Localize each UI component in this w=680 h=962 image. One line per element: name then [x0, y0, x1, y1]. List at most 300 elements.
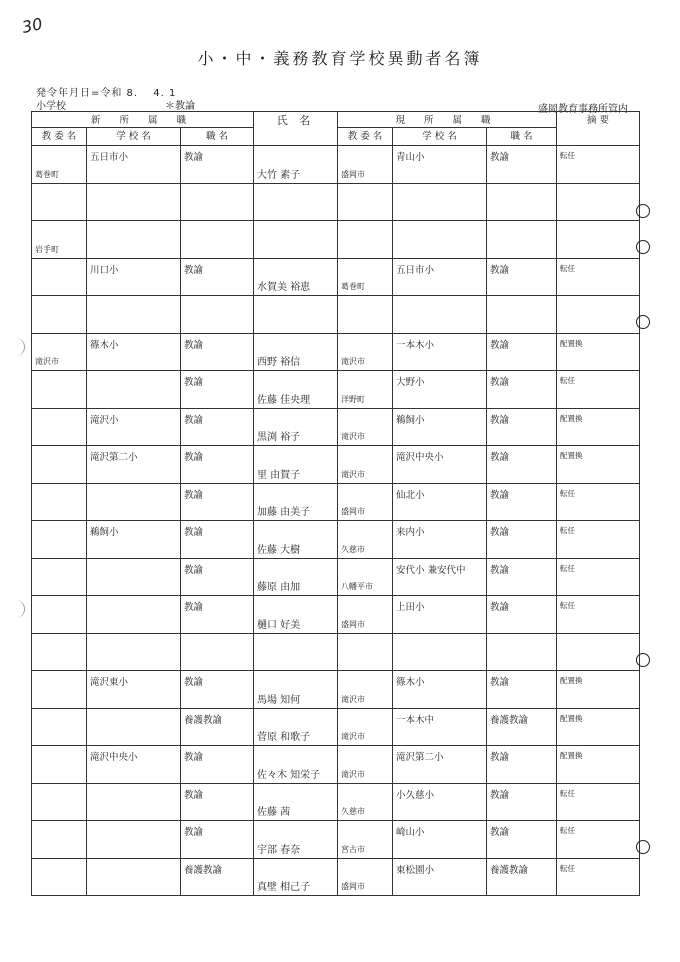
current-position-text: 教諭: [490, 414, 510, 426]
name-cell: [254, 258, 338, 296]
current-board-cell: [338, 371, 393, 409]
current-board-text: 盛岡市: [341, 169, 365, 179]
current-board-text: 盛岡市: [341, 882, 365, 891]
current-position-text: 教諭: [490, 564, 510, 576]
new-position-cell: [181, 558, 254, 596]
new-position-text: 教諭: [184, 827, 204, 838]
current-position-cell: [487, 146, 557, 184]
current-board-cell: [338, 708, 393, 746]
current-board-text: 久慈市: [341, 807, 365, 816]
new-school-cell: [87, 708, 181, 746]
table-row: [32, 446, 640, 484]
new-school-text: 滝沢中央小: [90, 752, 138, 763]
summary-text: 転任: [560, 826, 575, 835]
current-board-text: 滝沢市: [341, 769, 365, 779]
current-school-text: 鵜飼小: [396, 414, 425, 426]
name-text: 菅原 和歌子: [257, 732, 311, 743]
new-board-header: 教 委 名: [32, 128, 87, 146]
new-school-cell: [87, 258, 181, 296]
current-school-cell: [393, 446, 487, 484]
handwritten-page-number: 30: [20, 14, 45, 37]
name-text: 水賀美 裕恵: [257, 282, 311, 293]
new-school-cell: [87, 596, 181, 634]
current-school-text: 滝沢第二小: [396, 752, 444, 763]
new-board-cell: [32, 821, 87, 859]
new-position-cell: [181, 821, 254, 859]
name-cell: [254, 708, 338, 746]
new-school-cell: [87, 558, 181, 596]
current-board-cell: [338, 558, 393, 596]
current-board-text: 滝沢市: [341, 694, 365, 704]
name-cell: [254, 746, 338, 784]
new-school-cell: [87, 821, 181, 859]
current-position-cell: [487, 858, 557, 896]
new-school-text: 滝沢東小: [90, 677, 129, 688]
new-position-cell: [181, 183, 254, 221]
punch-hole-mark: [14, 600, 25, 618]
current-board-cell: [338, 446, 393, 484]
current-position-cell: [487, 258, 557, 296]
new-board-cell: [32, 521, 87, 559]
summary-cell: [557, 146, 640, 184]
current-position-text: 教諭: [490, 602, 510, 613]
summary-text: 配置換: [560, 451, 583, 460]
new-school-cell: [87, 521, 181, 559]
current-position-header: 職 名: [487, 128, 557, 146]
margin-circle-mark: [636, 240, 650, 254]
new-school-text: 滝沢小: [90, 414, 119, 426]
current-board-text: 久慈市: [341, 544, 365, 554]
new-position-text: 教諭: [184, 677, 204, 688]
new-school-text: 篠木小: [90, 339, 119, 351]
new-position-text: 教諭: [184, 377, 204, 388]
name-text: 宇部 春奈: [257, 844, 301, 856]
current-school-header: 学 校 名: [393, 128, 487, 146]
order-date: 発令年月日=令和 8. 4. 1: [36, 88, 177, 99]
table-row: [32, 333, 640, 371]
new-board-cell: [32, 671, 87, 709]
name-cell: [254, 558, 338, 596]
new-board-cell: [32, 483, 87, 521]
summary-text: 配置換: [560, 413, 583, 423]
summary-text: 配置換: [560, 751, 583, 760]
current-position-text: 教諭: [490, 677, 510, 688]
new-position-cell: [181, 596, 254, 634]
name-text: 樋口 好美: [257, 619, 301, 631]
new-position-text: 養護教諭: [184, 864, 223, 876]
summary-cell: [557, 783, 640, 821]
current-position-text: 教諭: [490, 264, 510, 276]
new-position-text: 教諭: [184, 489, 204, 501]
current-board-text: 滝沢市: [341, 432, 365, 441]
summary-text: 転任: [560, 863, 575, 873]
name-text: 佐藤 大樹: [257, 544, 301, 556]
new-board-text: 葛巻町: [35, 169, 59, 179]
summary-text: 転任: [560, 151, 575, 160]
current-board-text: 盛岡市: [341, 619, 365, 629]
name-cell: [254, 296, 338, 334]
current-board-cell: [338, 408, 393, 446]
new-school-cell: [87, 858, 181, 896]
current-board-cell: [338, 333, 393, 371]
new-position-text: 教諭: [184, 152, 204, 163]
summary-text: 配置換: [560, 338, 583, 348]
new-board-text: 岩手町: [35, 244, 59, 254]
current-school-cell: [393, 746, 487, 784]
current-position-text: 教諭: [490, 527, 510, 538]
summary-cell: [557, 558, 640, 596]
current-board-cell: [338, 858, 393, 896]
new-position-text: 教諭: [184, 564, 204, 576]
current-board-text: 滝沢市: [341, 357, 365, 366]
current-school-cell: [393, 333, 487, 371]
new-board-cell: [32, 558, 87, 596]
name-text: 真壁 相己子: [257, 882, 311, 893]
current-school-cell: [393, 408, 487, 446]
name-text: 佐々木 知栄子: [257, 769, 321, 781]
current-board-cell: [338, 821, 393, 859]
new-board-text: 滝沢市: [35, 357, 59, 366]
new-school-cell: [87, 146, 181, 184]
name-cell: [254, 521, 338, 559]
new-board-cell: [32, 633, 87, 671]
name-text: 馬場 知何: [257, 694, 301, 706]
table-row: [32, 633, 640, 671]
district-label: 盛岡教育事務所管内: [538, 104, 628, 115]
summary-cell: [557, 633, 640, 671]
current-board-text: 滝沢市: [341, 732, 365, 741]
name-cell: [254, 821, 338, 859]
current-board-cell: [338, 221, 393, 259]
new-school-cell: [87, 783, 181, 821]
current-school-text: 大野小: [396, 377, 425, 388]
new-position-cell: [181, 146, 254, 184]
current-position-cell: [487, 596, 557, 634]
current-school-text: 安代小 兼安代中: [396, 564, 466, 576]
new-position-cell: [181, 746, 254, 784]
name-cell: [254, 596, 338, 634]
new-school-cell: [87, 483, 181, 521]
current-position-text: 教諭: [490, 339, 510, 351]
new-school-text: 川口小: [90, 264, 119, 276]
name-cell: [254, 333, 338, 371]
current-board-text: 滝沢市: [341, 469, 365, 479]
new-school-text: 鵜飼小: [90, 527, 119, 538]
current-school-text: 滝沢中央小: [396, 452, 444, 463]
summary-cell: [557, 333, 640, 371]
current-school-text: 一本木小: [396, 339, 435, 351]
name-cell: [254, 446, 338, 484]
margin-circle-mark: [636, 840, 650, 854]
new-board-cell: [32, 708, 87, 746]
new-school-text: 滝沢第二小: [90, 452, 138, 463]
current-board-cell: [338, 596, 393, 634]
name-text: 里 由賀子: [257, 469, 301, 481]
table-row: [32, 821, 640, 859]
current-position-cell: [487, 746, 557, 784]
name-text: 大竹 素子: [257, 169, 301, 181]
summary-cell: [557, 596, 640, 634]
current-school-cell: [393, 483, 487, 521]
summary-text: 転任: [560, 488, 575, 498]
margin-circle-mark: [636, 204, 650, 218]
summary-cell: [557, 408, 640, 446]
new-board-cell: [32, 146, 87, 184]
new-board-cell: [32, 746, 87, 784]
table-row: [32, 746, 640, 784]
current-school-cell: [393, 671, 487, 709]
new-position-cell: [181, 333, 254, 371]
current-affiliation-header: 現 所 属 職: [338, 112, 557, 128]
name-cell: [254, 221, 338, 259]
current-board-text: 宮古市: [341, 844, 365, 854]
new-school-cell: [87, 633, 181, 671]
name-cell: [254, 783, 338, 821]
current-board-cell: [338, 296, 393, 334]
new-position-cell: [181, 446, 254, 484]
new-board-cell: [32, 371, 87, 409]
table-row: [32, 521, 640, 559]
summary-cell: [557, 221, 640, 259]
current-position-text: 教諭: [490, 452, 510, 463]
table-row: [32, 596, 640, 634]
current-school-cell: [393, 146, 487, 184]
new-position-cell: [181, 483, 254, 521]
current-school-text: 五日市小: [396, 264, 435, 276]
new-position-text: 教諭: [184, 264, 204, 276]
table-row: [32, 671, 640, 709]
name-cell: [254, 183, 338, 221]
table-row: [32, 221, 640, 259]
current-board-text: 洋野町: [341, 394, 365, 404]
new-school-cell: [87, 408, 181, 446]
punch-hole-mark: [14, 338, 25, 356]
new-school-cell: [87, 746, 181, 784]
current-school-cell: [393, 633, 487, 671]
name-header: 氏 名: [254, 112, 338, 146]
current-board-cell: [338, 633, 393, 671]
new-board-cell: [32, 258, 87, 296]
new-position-text: 養護教諭: [184, 714, 223, 726]
current-position-cell: [487, 371, 557, 409]
current-school-cell: [393, 371, 487, 409]
new-board-cell: [32, 858, 87, 896]
summary-cell: [557, 183, 640, 221]
current-school-text: 篠木小: [396, 677, 425, 688]
name-cell: [254, 371, 338, 409]
current-position-text: 養護教諭: [490, 864, 529, 876]
summary-cell: [557, 858, 640, 896]
current-school-text: 一本木中: [396, 714, 435, 726]
current-position-cell: [487, 221, 557, 259]
current-position-cell: [487, 783, 557, 821]
new-school-cell: [87, 671, 181, 709]
table-row: [32, 783, 640, 821]
summary-cell: [557, 746, 640, 784]
current-school-text: 来内小: [396, 527, 425, 538]
current-position-cell: [487, 483, 557, 521]
current-position-cell: [487, 521, 557, 559]
current-board-cell: [338, 146, 393, 184]
current-position-cell: [487, 183, 557, 221]
summary-cell: [557, 521, 640, 559]
current-position-cell: [487, 708, 557, 746]
new-school-cell: [87, 333, 181, 371]
table-row: [32, 483, 640, 521]
new-school-header: 学 校 名: [87, 128, 181, 146]
name-cell: [254, 408, 338, 446]
current-board-cell: [338, 783, 393, 821]
current-position-cell: [487, 296, 557, 334]
current-position-cell: [487, 446, 557, 484]
current-school-cell: [393, 858, 487, 896]
new-school-text: 五日市小: [90, 152, 129, 163]
transfer-roster-table: [31, 111, 640, 896]
table-row: [32, 858, 640, 896]
current-position-text: 教諭: [490, 752, 510, 763]
new-board-cell: [32, 596, 87, 634]
current-board-cell: [338, 258, 393, 296]
current-board-cell: [338, 183, 393, 221]
school-type: 小学校: [36, 101, 66, 112]
name-cell: [254, 671, 338, 709]
summary-text: 配置換: [560, 713, 583, 723]
new-position-header: 職 名: [181, 128, 254, 146]
table-row: [32, 371, 640, 409]
subject-line: ＊教論: [165, 101, 195, 112]
new-position-cell: [181, 296, 254, 334]
current-school-cell: [393, 258, 487, 296]
table-row: [32, 558, 640, 596]
current-board-text: 八幡平市: [341, 582, 373, 591]
header-row-1: [32, 112, 640, 128]
new-position-text: 教諭: [184, 602, 204, 613]
summary-cell: [557, 821, 640, 859]
new-position-text: 教諭: [184, 414, 204, 426]
current-board-text: 盛岡市: [341, 507, 365, 516]
new-school-cell: [87, 446, 181, 484]
table-row: [32, 183, 640, 221]
table-row: [32, 146, 640, 184]
name-text: 加藤 由美子: [257, 507, 311, 518]
name-cell: [254, 146, 338, 184]
summary-header: 摘 要: [557, 112, 640, 146]
new-position-cell: [181, 671, 254, 709]
new-board-cell: [32, 333, 87, 371]
summary-cell: [557, 708, 640, 746]
current-school-text: 東松園小: [396, 864, 435, 876]
current-position-text: 教諭: [490, 489, 510, 501]
new-position-cell: [181, 258, 254, 296]
new-school-cell: [87, 296, 181, 334]
new-position-cell: [181, 371, 254, 409]
new-affiliation-header: 新 所 属 職: [32, 112, 254, 128]
name-text: 西野 裕信: [257, 357, 301, 368]
current-board-cell: [338, 746, 393, 784]
new-board-cell: [32, 221, 87, 259]
new-board-cell: [32, 296, 87, 334]
page-title: 小・中・義務教育学校異動者名簿: [197, 49, 483, 68]
margin-circle-mark: [636, 653, 650, 667]
summary-text: 転任: [560, 788, 575, 798]
summary-text: 転任: [560, 526, 575, 535]
current-school-text: 上田小: [396, 602, 425, 613]
summary-cell: [557, 446, 640, 484]
new-position-text: 教諭: [184, 752, 204, 763]
current-position-cell: [487, 633, 557, 671]
summary-text: 転任: [560, 601, 575, 610]
current-school-cell: [393, 708, 487, 746]
new-board-cell: [32, 446, 87, 484]
current-school-cell: [393, 596, 487, 634]
new-school-cell: [87, 221, 181, 259]
current-board-header: 教 委 名: [338, 128, 393, 146]
new-school-cell: [87, 371, 181, 409]
new-position-text: 教諭: [184, 527, 204, 538]
roster-body: [32, 146, 640, 896]
current-school-cell: [393, 783, 487, 821]
current-school-text: 青山小: [396, 152, 425, 163]
current-position-cell: [487, 821, 557, 859]
current-school-cell: [393, 183, 487, 221]
current-school-cell: [393, 296, 487, 334]
summary-text: 配置換: [560, 676, 583, 685]
name-cell: [254, 633, 338, 671]
current-position-text: 教諭: [490, 827, 510, 838]
new-board-cell: [32, 183, 87, 221]
name-text: 佐藤 佳央理: [257, 394, 311, 406]
table-row: [32, 258, 640, 296]
current-position-cell: [487, 671, 557, 709]
new-board-cell: [32, 783, 87, 821]
table-row: [32, 408, 640, 446]
current-school-cell: [393, 821, 487, 859]
new-position-text: 教諭: [184, 339, 204, 351]
margin-circle-mark: [636, 315, 650, 329]
table-row: [32, 296, 640, 334]
new-position-cell: [181, 858, 254, 896]
current-school-cell: [393, 521, 487, 559]
new-position-cell: [181, 708, 254, 746]
current-position-text: 教諭: [490, 152, 510, 163]
name-text: 黒渕 裕子: [257, 432, 301, 443]
current-position-text: 教諭: [490, 789, 510, 801]
current-position-text: 教諭: [490, 377, 510, 388]
name-cell: [254, 483, 338, 521]
current-position-cell: [487, 408, 557, 446]
name-text: 佐藤 茜: [257, 807, 291, 818]
new-board-cell: [32, 408, 87, 446]
current-board-text: 葛巻町: [341, 282, 365, 291]
current-board-cell: [338, 483, 393, 521]
current-position-text: 養護教諭: [490, 714, 529, 726]
summary-text: 転任: [560, 263, 575, 273]
summary-cell: [557, 671, 640, 709]
current-board-cell: [338, 671, 393, 709]
new-position-cell: [181, 221, 254, 259]
name-text: 藤原 由加: [257, 582, 301, 593]
current-position-cell: [487, 333, 557, 371]
summary-cell: [557, 296, 640, 334]
current-school-text: 崎山小: [396, 827, 425, 838]
current-position-cell: [487, 558, 557, 596]
summary-cell: [557, 258, 640, 296]
current-school-text: 仙北小: [396, 489, 425, 501]
new-position-cell: [181, 408, 254, 446]
name-cell: [254, 858, 338, 896]
new-school-cell: [87, 183, 181, 221]
summary-text: 転任: [560, 563, 575, 573]
